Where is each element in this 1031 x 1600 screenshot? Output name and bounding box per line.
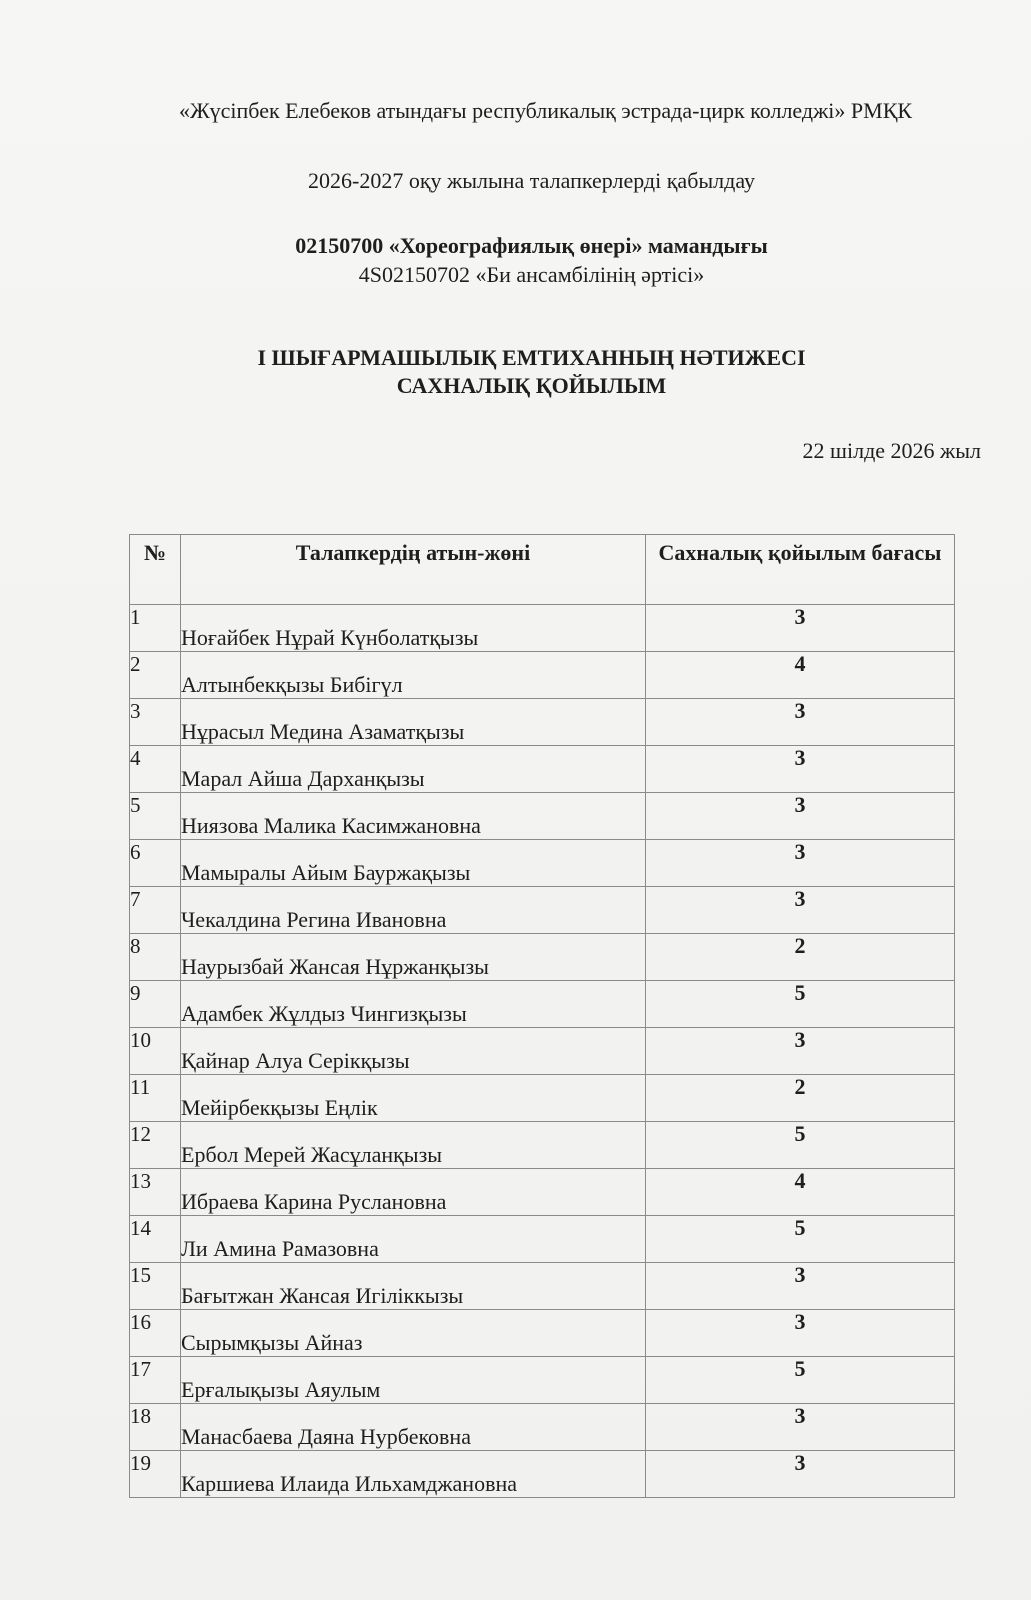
score-cell: 3 xyxy=(646,1451,955,1498)
exam-subtitle: САХНАЛЫҚ ҚОЙЫЛЫМ xyxy=(396,373,667,398)
score-cell: 2 xyxy=(646,1075,955,1122)
row-number-cell: 6 xyxy=(130,840,181,887)
applicant-name-cell: Сырымқызы Айназ xyxy=(181,1310,646,1357)
row-number-cell: 5 xyxy=(130,793,181,840)
row-number-cell: 16 xyxy=(130,1310,181,1357)
applicant-name-cell: Ноғайбек Нұрай Күнболатқызы xyxy=(181,605,646,652)
applicant-name-cell: Ерғалықызы Аяулым xyxy=(181,1357,646,1404)
column-header-number: № xyxy=(130,535,181,605)
table-row xyxy=(130,1028,955,1075)
applicant-name-cell: Мейірбекқызы Еңлік xyxy=(181,1075,646,1122)
admission-year: 2026-2027 оқу жылына талапкерлерді қабылдау xyxy=(308,168,755,193)
score-cell: 4 xyxy=(646,652,955,699)
table-row xyxy=(130,981,955,1028)
applicant-name-cell: Наурызбай Жансая Нұржанқызы xyxy=(181,934,646,981)
row-number-cell: 9 xyxy=(130,981,181,1028)
row-number-cell: 12 xyxy=(130,1122,181,1169)
applicant-name-cell: Алтынбекқызы Бибігүл xyxy=(181,652,646,699)
table-row xyxy=(130,746,955,793)
row-number-cell: 4 xyxy=(130,746,181,793)
row-number-cell: 8 xyxy=(130,934,181,981)
score-cell: 3 xyxy=(646,699,955,746)
row-number-cell: 7 xyxy=(130,887,181,934)
table-row xyxy=(130,1404,955,1451)
applicant-name-cell: Марал Айша Дарханқызы xyxy=(181,746,646,793)
table-row xyxy=(130,1075,955,1122)
document-date: 22 шілде 2026 жыл xyxy=(802,438,981,463)
table-row xyxy=(130,1263,955,1310)
applicant-name-cell: Манасбаева Даяна Нурбековна xyxy=(181,1404,646,1451)
applicant-name-cell: Мамыралы Айым Бауржақызы xyxy=(181,840,646,887)
applicant-name-cell: Қайнар Алуа Серікқызы xyxy=(181,1028,646,1075)
table-row xyxy=(130,1122,955,1169)
table-row xyxy=(130,1169,955,1216)
table-row xyxy=(130,1216,955,1263)
table-row xyxy=(130,1310,955,1357)
applicant-name-cell: Нұрасыл Медина Азаматқызы xyxy=(181,699,646,746)
score-cell: 3 xyxy=(646,1404,955,1451)
row-number-cell: 17 xyxy=(130,1357,181,1404)
table-header-row xyxy=(130,535,955,605)
row-number-cell: 14 xyxy=(130,1216,181,1263)
score-cell: 3 xyxy=(646,840,955,887)
score-cell: 3 xyxy=(646,605,955,652)
table-row xyxy=(130,605,955,652)
applicant-name-cell: Бағытжан Жансая Игіліккызы xyxy=(181,1263,646,1310)
column-header-score: Сахналық қойылым бағасы xyxy=(646,535,955,605)
results-table-body xyxy=(130,605,955,1498)
row-number-cell: 10 xyxy=(130,1028,181,1075)
score-cell: 3 xyxy=(646,1028,955,1075)
row-number-cell: 18 xyxy=(130,1404,181,1451)
applicant-name-cell: Ли Амина Рамазовна xyxy=(181,1216,646,1263)
row-number-cell: 3 xyxy=(130,699,181,746)
score-cell: 5 xyxy=(646,1216,955,1263)
row-number-cell: 11 xyxy=(130,1075,181,1122)
score-cell: 5 xyxy=(646,981,955,1028)
score-cell: 3 xyxy=(646,793,955,840)
score-cell: 3 xyxy=(646,1263,955,1310)
score-cell: 5 xyxy=(646,1122,955,1169)
table-row xyxy=(130,840,955,887)
applicant-name-cell: Чекалдина Регина Ивановна xyxy=(181,887,646,934)
results-table xyxy=(129,534,955,1498)
row-number-cell: 2 xyxy=(130,652,181,699)
score-cell: 3 xyxy=(646,1310,955,1357)
row-number-cell: 15 xyxy=(130,1263,181,1310)
applicant-name-cell: Ибраева Карина Руслановна xyxy=(181,1169,646,1216)
table-row xyxy=(130,887,955,934)
applicant-name-cell: Адамбек Жұлдыз Чингизқызы xyxy=(181,981,646,1028)
table-row xyxy=(130,652,955,699)
score-cell: 3 xyxy=(646,887,955,934)
exam-title: І ШЫҒАРМАШЫЛЫҚ ЕМТИХАННЫҢ НӘТИЖЕСІ xyxy=(257,345,806,370)
score-cell: 5 xyxy=(646,1357,955,1404)
qualification-title: 4S02150702 «Би ансамбілінің әртісі» xyxy=(358,262,705,287)
table-row xyxy=(130,934,955,981)
score-cell: 4 xyxy=(646,1169,955,1216)
column-header-name: Талапкердің атын-жөні xyxy=(181,535,646,605)
applicant-name-cell: Ербол Мерей Жасұланқызы xyxy=(181,1122,646,1169)
applicant-name-cell: Ниязова Малика Касимжановна xyxy=(181,793,646,840)
row-number-cell: 19 xyxy=(130,1451,181,1498)
institution-name: «Жүсіпбек Елебеков атындағы республикалық эстрада-цирк колледжі» РМҚК xyxy=(178,98,913,123)
row-number-cell: 13 xyxy=(130,1169,181,1216)
table-row xyxy=(130,699,955,746)
row-number-cell: 1 xyxy=(130,605,181,652)
table-row xyxy=(130,1357,955,1404)
score-cell: 2 xyxy=(646,934,955,981)
table-row xyxy=(130,1451,955,1498)
table-row xyxy=(130,793,955,840)
applicant-name-cell: Каршиева Илаида Ильхамджановна xyxy=(181,1451,646,1498)
score-cell: 3 xyxy=(646,746,955,793)
specialty-title: 02150700 «Хореографиялық өнері» мамандығы xyxy=(295,233,768,258)
